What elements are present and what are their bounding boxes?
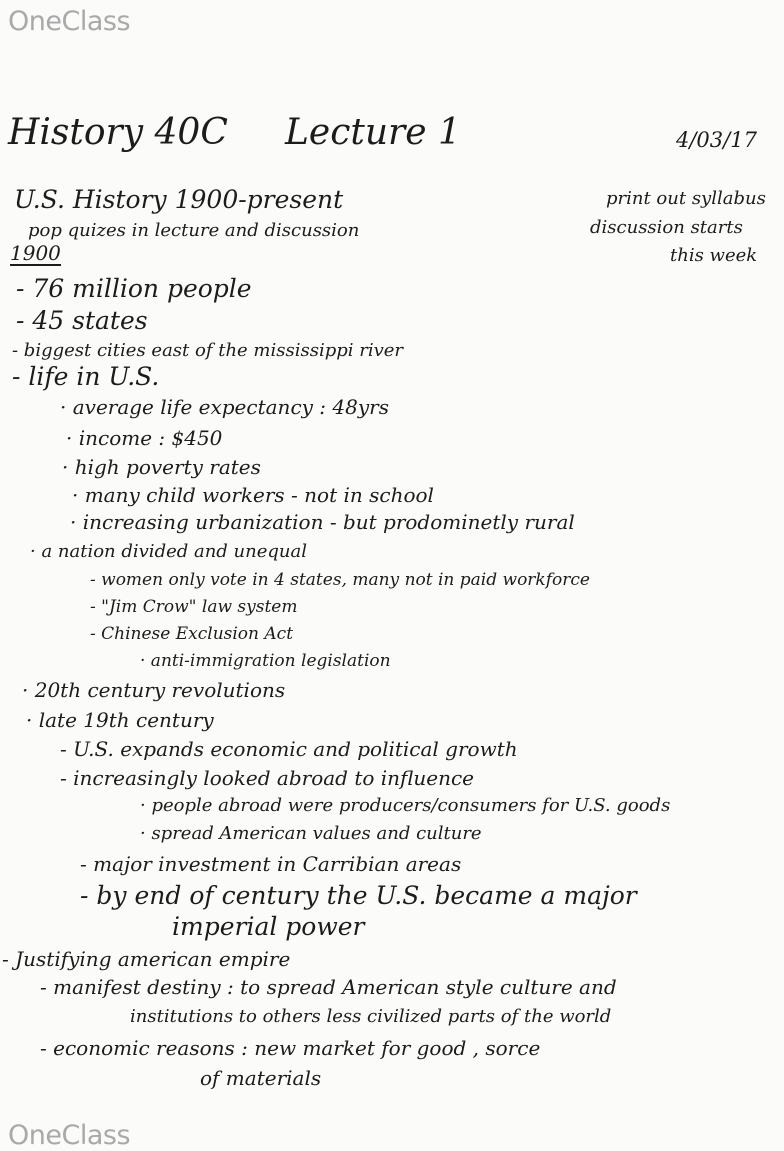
oneclass-logo-bottom: OneClass [8,1120,131,1151]
note-line: imperial power [172,912,365,941]
lecture-title: Lecture 1 [285,112,461,153]
note-line: · average life expectancy : 48yrs [60,395,389,419]
note-line: - 76 million people [16,274,252,303]
note-line: of materials [200,1066,322,1090]
note-line: - manifest destiny : to spread American style culture and [40,975,617,999]
topic-heading: U.S. History 1900-present [14,185,344,214]
course-title: History 40C [8,112,228,153]
note-line: · income : $450 [66,426,223,450]
side-note-discussion: discussion starts [590,217,743,238]
oneclass-logo-top: OneClass [8,6,131,37]
note-line: · spread American values and culture [140,823,482,844]
note-line: · a nation divided and unequal [30,541,307,562]
lecture-date: 4/03/17 [676,128,757,152]
note-line: · anti-immigration legislation [140,651,391,671]
note-line: - 45 states [16,306,148,335]
side-note-syllabus: print out syllabus [606,188,766,209]
note-line: - by end of century the U.S. became a major [80,881,637,910]
note-line: · many child workers - not in school [72,483,434,507]
year-heading: 1900 [10,241,61,265]
note-line: - life in U.S. [12,362,160,391]
note-line: - biggest cities east of the mississippi river [12,340,404,361]
note-line: · increasing urbanization - but prodominetly rural [70,510,575,534]
note-line: - increasingly looked abroad to influence [60,766,475,790]
note-line: - "Jim Crow" law system [90,597,298,617]
note-line: - Chinese Exclusion Act [90,624,294,644]
note-line: · high poverty rates [62,455,261,479]
note-line: - economic reasons : new market for good , sorce [40,1036,541,1060]
note-line: · late 19th century [26,708,214,732]
note-line: - U.S. expands economic and political growth [60,737,518,761]
note-line: institutions to others less civilized parts of the world [130,1006,612,1027]
note-line: - Justifying american empire [2,947,291,971]
note-line: · people abroad were producers/consumers for U.S. goods [140,795,671,816]
note-line: · 20th century revolutions [22,678,286,702]
note-line: - major investment in Carribian areas [80,852,462,876]
side-note-this-week: this week [670,245,758,266]
note-line: - women only vote in 4 states, many not in paid workforce [90,570,590,590]
pop-quiz-note: pop quizes in lecture and discussion [28,220,360,241]
